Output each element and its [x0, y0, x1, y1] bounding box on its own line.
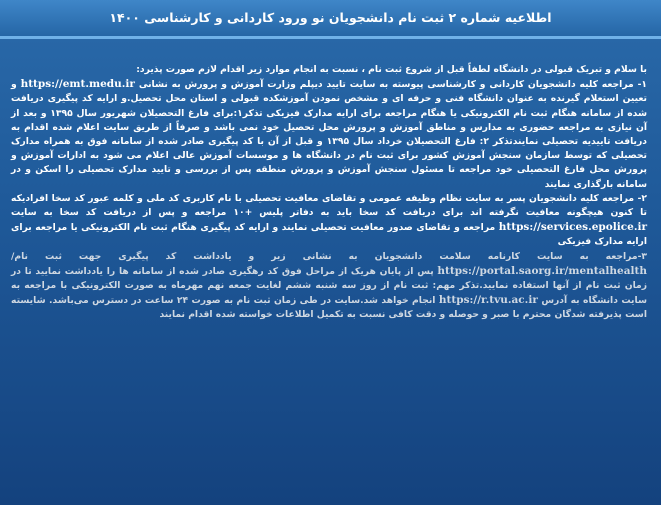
item-3-link[interactable]: https://portal.saorg.ir/mentalhealth	[437, 264, 647, 277]
item-1-text-b: و تعیین استعلام گیرنده به عنوان دانشگاه فنی و حرفه ای و مشخص نمودن آموزشکده قبولی و استان محل تحصیل.و ارایه کد پیگیری دریافت شده از سامانه هنگام ثبت نام الکترونیکی یا هنگام مراجعه برای ارایه مدارک فیزیکی تذکر۱:برای فارغ التحصیلان شهریور سال ۱۳۹۵ و بعد از آن نیازی به مراجعه حضوری به مدارس و مناطق آموزش و پرورش محل تحصیل خود نمی باشد و صرفاً از طریق سایت اعلام شده اقدام به دریافت تاییدیه تحصیلی نمایندتذکر ۲: فارغ التحصیلان خرداد سال ۱۳۹۵ و قبل از آن با کد پیگیری صادر شده از سامانه فوق به همراه مدارک تحصیلی که توسط سازمان سنجش آموزش کشور برای ثبت نام در دانشگاه ها و موسسات آموزش عالی اعلام می شود به ادارات آموزش و پرورش محل فارغ التحصیلی خود مراجعه تا مسئول سنجش آموزش و پرورش منطقه پس از بررسی و تایید مدارک تحصیلی را اسکن و در سامانه بارگذاری نمایند	[11, 79, 648, 190]
item-2-paragraph	[11, 192, 647, 250]
item-3-paragraph	[11, 250, 647, 323]
intro-paragraph: با سلام و تبریک قبولی در دانشگاه لطفاً قبل از شروع ثبت نام ، نسبت به انجام موارد زیر اقدام لازم صورت پذیرد:	[136, 64, 647, 75]
item-1-text-a: ۱- مراجعه کلیه دانشجویان کاردانی و کارشناسی پیوسته به سایت تایید دیپلم وزارت آموزش و پرورش به نشانی	[138, 79, 648, 91]
title-divider	[0, 36, 661, 39]
item-2-link[interactable]: https://services.epolice.ir	[498, 221, 647, 234]
announcement-body	[11, 63, 647, 323]
item-1-paragraph	[11, 77, 647, 192]
item-3-text-b: پس از پایان هریک از مراحل فوق کد رهگیری صادر شده از سامانه ها را یادداشت نمایید تا در زمان ثبت نام از آنها استفاده نمایید.تذکر مهم: ثبت نام از روز سه شنبه ششم لغایت جمعه نهم مهرماه به صورت الکترونیکی با مراجعه به سایت دانشگاه به آدرس	[11, 265, 647, 307]
item-3-link-2[interactable]: https://r.tvu.ac.ir	[438, 294, 538, 307]
item-1-link[interactable]: https://emt.medu.ir	[20, 78, 135, 91]
item-2-text-b: مراجعه و تقاضای صدور معافیت تحصیلی نمایند و ارایه کد پیگیری هنگام ثبت نام الکترونیکی یا مراجعه برای ارایه مدارک فیزیکی	[11, 222, 647, 248]
item-3-text-c: انجام خواهد شد.سایت در طی زمان ثبت نام به صورت ۲۴ ساعت در دسترس می‌باشد. شایسته است پذیرفته شدگان محترم با صبر و حوصله و دقت کافی نسبت به تکمیل اطلاعات خواسته شده اقدام نمایند	[11, 295, 647, 321]
item-2-text-a: ۲- مراجعه کلیه دانشجویان پسر به سایت نظام وظیفه عمومی و تقاضای معافیت تحصیلی با نام کاربری کد ملی و کلمه عبور کد سخا افرادیکه تا کنون هیچگونه معافیت نگرفته اند برای دریافت کد سخا باید به دفاتر پلیس +۱۰ مراجعه و پس از دریافت کد سخا به سایت	[11, 192, 648, 219]
item-3-text-a: ۳-مراجعه به سایت کارنامه سلامت دانشجویان به نشانی زیر و یادداشت کد پیگیری جهت ثبت نام/	[11, 250, 647, 262]
page-title: اطلاعیه شماره ۲ ثبت نام دانشجویان نو ورود کاردانی و کارشناسی ۱۴۰۰	[109, 10, 552, 25]
title-bar	[0, 0, 661, 36]
